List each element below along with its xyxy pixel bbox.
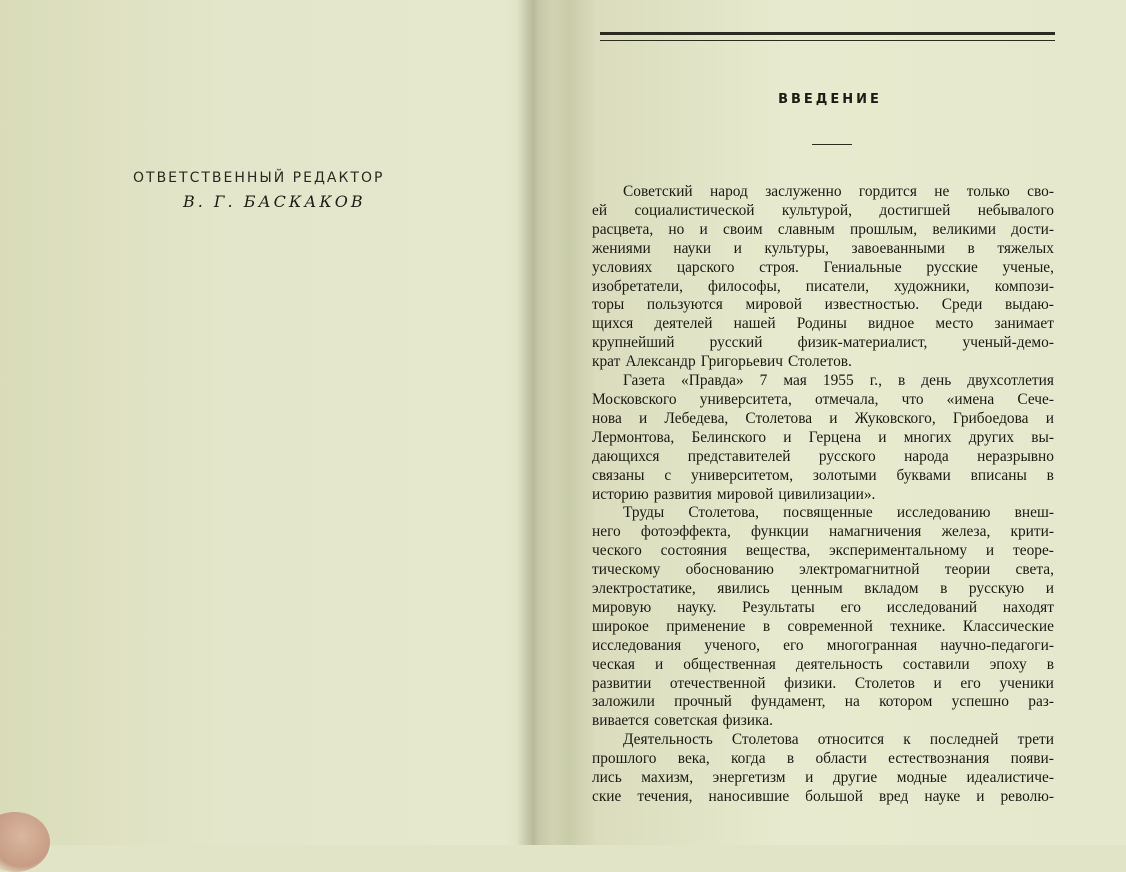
body-line: ские течения, наносившие большой вред науке и револю-: [592, 788, 1054, 805]
body-line: мировую науку. Результаты его исследований находят: [592, 598, 1054, 616]
body-line: ей социалистической культурой, достигшей небывалого: [592, 201, 1054, 219]
editor-name: В. Г. БАСКАКОВ: [183, 192, 366, 211]
body-line: лись махизм, энергетизм и другие модные идеалистиче-: [592, 769, 1054, 787]
body-line: ческого состояния вещества, экспериментальному и теоре-: [592, 542, 1054, 560]
body-line: исследования ученого, его многогранная научно-педагоги-: [592, 636, 1054, 654]
body-line: связаны с университетом, золотыми буквами вписаны в: [592, 466, 1054, 484]
body-line: историю развития мировой цивилизации».: [592, 485, 876, 503]
body-line: изобретатели, философы, писатели, художники, компози-: [592, 277, 1054, 295]
body-line: крупнейший русский физик-материалист, ученый-демо-: [592, 334, 1054, 352]
body-line: прошлого века, когда в области естествознания появи-: [592, 750, 1054, 768]
body-line: Деятельность Столетова относится к последней трети: [623, 731, 1054, 749]
body-line: расцвета, но и своим славным прошлым, великими дости-: [592, 220, 1054, 238]
left-page: [0, 0, 520, 845]
body-line: заложили прочный фундамент, на котором успешно раз-: [592, 693, 1054, 711]
body-line: него фотоэффекта, функции намагничения железа, крити-: [592, 523, 1054, 541]
header-rule-thin: [600, 40, 1055, 41]
body-line: Труды Столетова, посвященные исследованию внеш-: [623, 504, 1054, 522]
body-line: развитии отечественной физики. Столетов и его ученики: [592, 674, 1054, 692]
body-line: вивается советская физика.: [592, 712, 773, 730]
body-line: дающихся представителей русского народа неразрывно: [592, 447, 1054, 465]
body-line: крат Александр Григорьевич Столетов.: [592, 353, 852, 371]
body-line: Московского университета, отмечала, что «имена Сече-: [592, 390, 1054, 408]
body-text: [592, 183, 1054, 807]
body-line: щихся деятелей нашей Родины видное место занимает: [592, 315, 1054, 333]
body-line: электростатике, явились ценным вкладом в русскую и: [592, 580, 1054, 598]
body-line: условиях царского строя. Гениальные русские ученые,: [592, 258, 1054, 276]
body-line: ческая и общественная деятельность составили эпоху в: [592, 655, 1054, 673]
body-line: широкое применение в современной технике. Классические: [592, 617, 1054, 635]
body-line: Газета «Правда» 7 мая 1955 г., в день двухсотлетия: [623, 372, 1054, 390]
editor-role: ОТВЕТСТВЕННЫЙ РЕДАКТОР: [133, 170, 385, 186]
body-line: нова и Лебедева, Столетова и Жуковского, Грибоедова и: [592, 409, 1054, 427]
body-line: жениями науки и культуры, завоеванными в тяжелых: [592, 239, 1054, 257]
header-rule-thick: [600, 32, 1055, 35]
body-line: Лермонтова, Белинского и Герцена и многих других вы-: [592, 428, 1054, 446]
body-line: Советский народ заслуженно гордится не только сво-: [623, 183, 1054, 200]
body-line: торы пользуются мировой известностью. Среди выдаю-: [592, 296, 1054, 314]
book-gutter: [517, 0, 553, 845]
title-dash: [812, 144, 852, 145]
chapter-title: ВВЕДЕНИЕ: [778, 92, 882, 107]
body-line: тическому обоснованию электромагнитной теории света,: [592, 561, 1054, 579]
